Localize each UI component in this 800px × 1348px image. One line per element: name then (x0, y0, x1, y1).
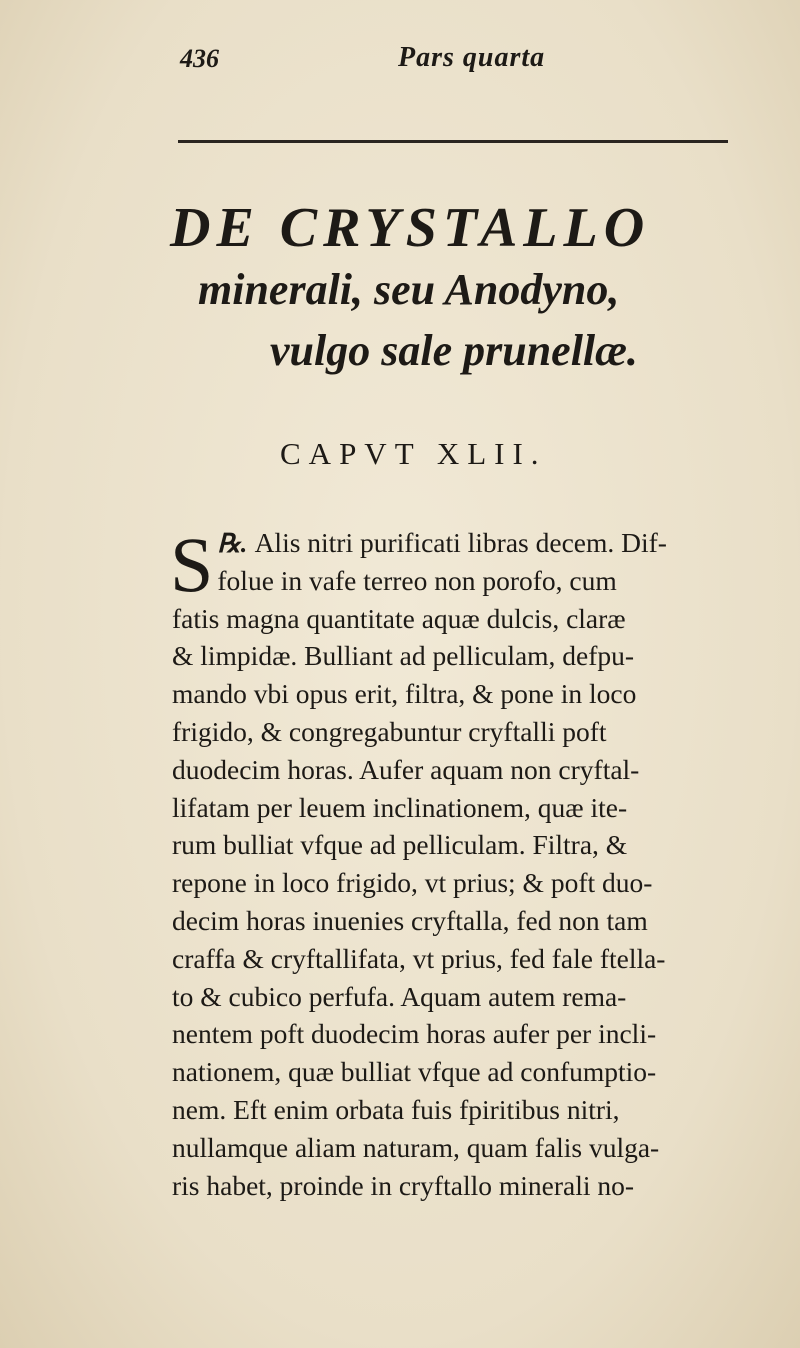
text-line: nationem, quæ bulliat vfque ad confumptio- (172, 1056, 657, 1088)
text-line: mando vbi opus erit, filtra, & pone in loco (172, 678, 637, 710)
text-line: fatis magna quantitate aquæ dulcis, claræ (172, 602, 626, 634)
text-line: to & cubico perfufa. Aquam autem rema- (172, 980, 627, 1012)
text-line: frigido, & congregabuntur cryftalli poft (172, 715, 607, 747)
text-line (172, 524, 762, 562)
drop-cap: S (170, 521, 214, 608)
chapter-title-line-2: minerali, seu Anodyno, (198, 265, 620, 314)
text-line: decim horas inuenies cryftalla, fed non tam (172, 904, 648, 936)
text-line: folue in vafe terreo non porofo, cum (217, 564, 617, 596)
text-line: & limpidæ. Bulliant ad pelliculam, defpu- (172, 640, 635, 672)
text-line: nullamque aliam naturam, quam falis vulga- (172, 1131, 660, 1163)
chapter-heading: CAPVT XLII. (280, 436, 547, 471)
body-text (170, 521, 762, 1204)
header-rule (178, 140, 728, 143)
page-header (170, 40, 730, 80)
text-line: rum bulliat vfque ad pelliculam. Filtra, & (172, 829, 628, 861)
text-line: nem. Eft enim orbata fuis fpiritibus nitri, (172, 1093, 620, 1125)
chapter-title-line-3: vulgo sale prunellæ. (270, 326, 638, 375)
text-line: ris habet, proinde in cryftallo minerali no- (172, 1169, 635, 1201)
text-line: craffa & cryftallifata, vt prius, fed fale ftella- (172, 942, 666, 974)
running-head: Pars quarta (398, 42, 546, 73)
page-number: 436 (180, 44, 219, 73)
text-line-content: Alis nitri purificati libras decem. Dif- (254, 527, 667, 558)
text-line: repone in loco frigido, vt prius; & poft duo- (172, 867, 653, 899)
recipe-symbol: ℞. (217, 529, 248, 558)
text-line: lifatam per leuem inclinationem, quæ ite- (172, 791, 628, 823)
text-line: duodecim horas. Aufer aquam non cryftal- (172, 753, 640, 785)
text-line: nentem poft duodecim horas aufer per incli- (172, 1018, 657, 1050)
chapter-title-line-1: DE CRYSTALLO (170, 197, 651, 259)
